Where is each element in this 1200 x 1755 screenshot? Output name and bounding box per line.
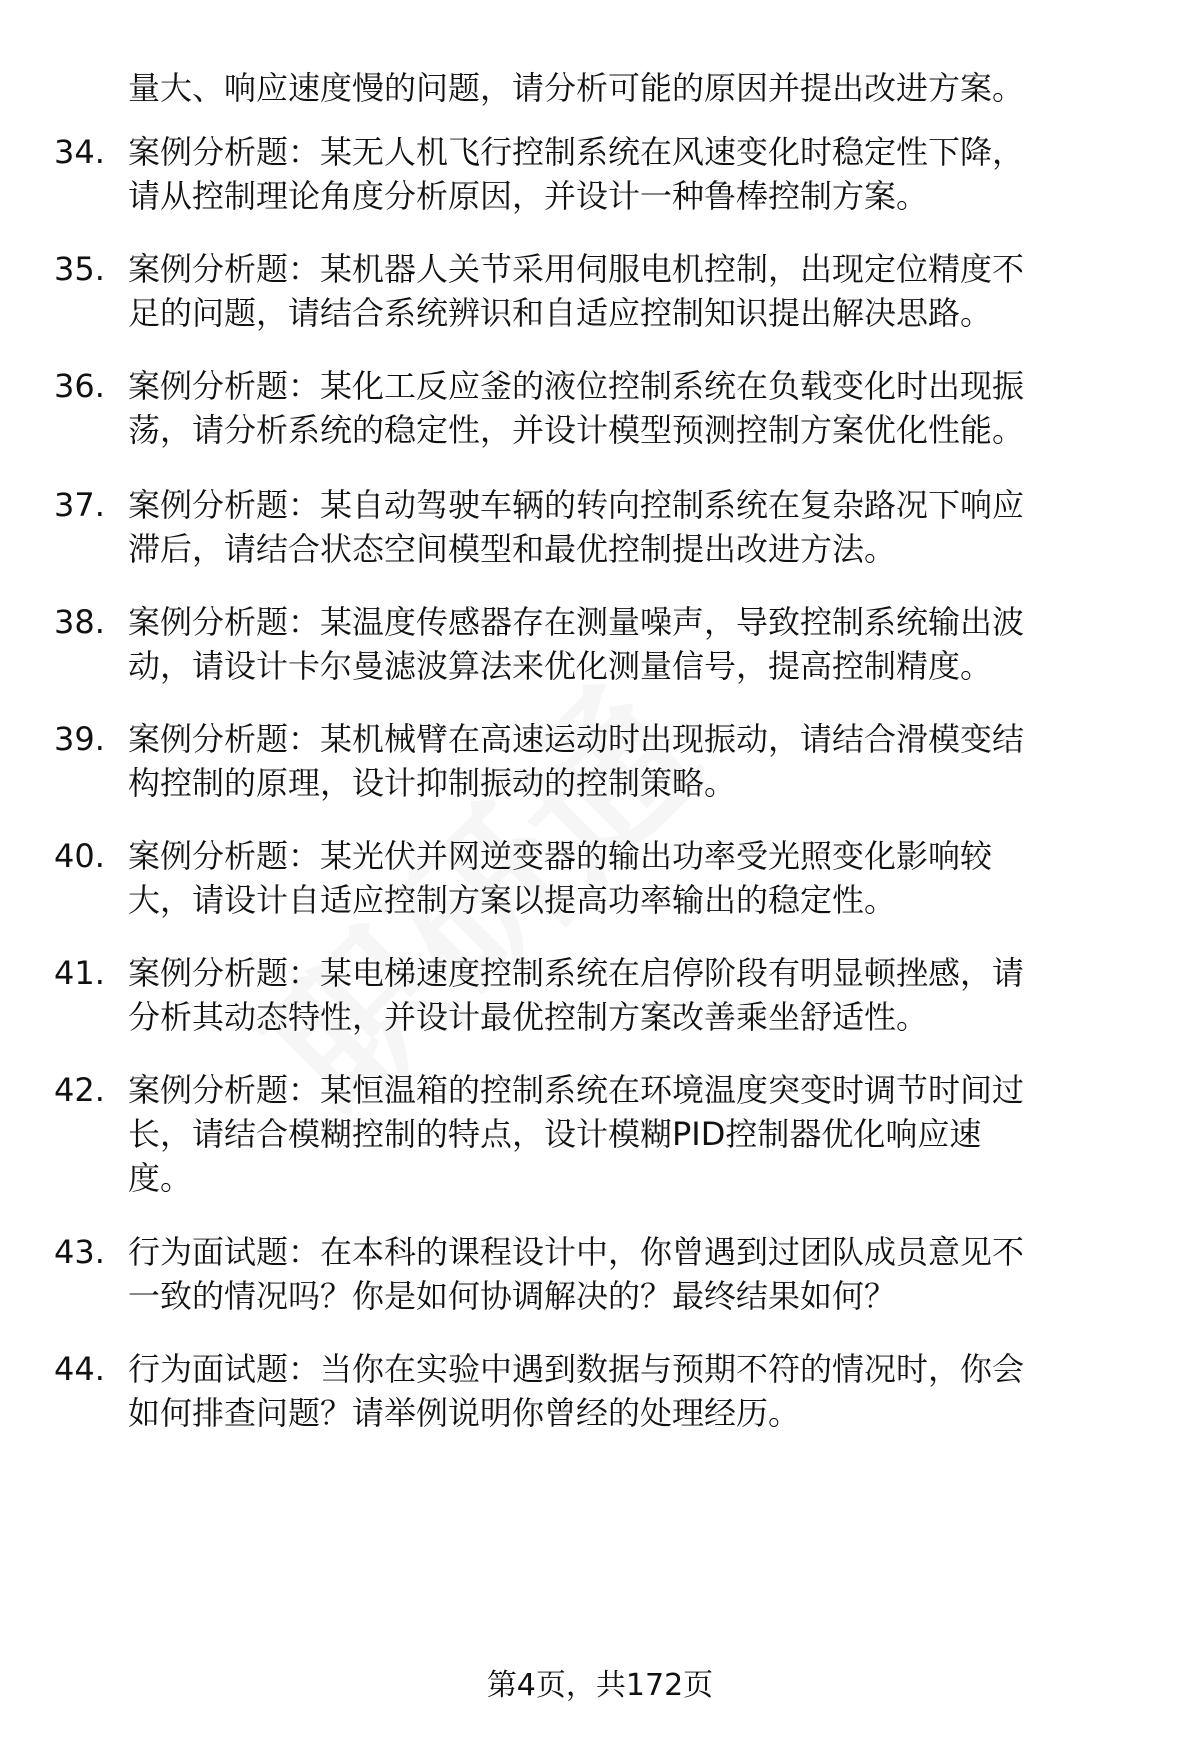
question-text-line: 滞后，请结合状态空间模型和最优控制提出改进方法。 bbox=[128, 530, 897, 568]
question-text-line: 案例分析题：某化工反应釜的液位控制系统在负载变化时出现振 bbox=[128, 367, 1025, 405]
question-number: 36. bbox=[54, 367, 105, 405]
question-text-line: 行为面试题：当你在实验中遇到数据与预期不符的情况时，你会 bbox=[128, 1350, 1025, 1388]
question-text-line: 案例分析题：某机械臂在高速运动时出现振动，请结合滑模变结 bbox=[128, 720, 1025, 758]
question-text-line: 案例分析题：某温度传感器存在测量噪声，导致控制系统输出波 bbox=[128, 603, 1025, 641]
question-text-line: 请从控制理论角度分析原因，并设计一种鲁棒控制方案。 bbox=[128, 177, 929, 215]
continuation-line: 量大、响应速度慢的问题，请分析可能的原因并提出改进方案。 bbox=[128, 69, 1025, 107]
question-text-line: 荡，请分析系统的稳定性，并设计模型预测控制方案优化性能。 bbox=[128, 411, 1025, 449]
question-text-line: 案例分析题：某机器人关节采用伺服电机控制，出现定位精度不 bbox=[128, 250, 1025, 288]
question-text-line: 构控制的原理，设计抑制振动的控制策略。 bbox=[128, 764, 737, 802]
question-text-line: 案例分析题：某电梯速度控制系统在启停阶段有明显顿挫感，请 bbox=[128, 954, 1025, 992]
question-text-line: 案例分析题：某自动驾驶车辆的转向控制系统在复杂路况下响应 bbox=[128, 486, 1025, 524]
question-text-line: 案例分析题：某恒温箱的控制系统在环境温度突变时调节时间过 bbox=[128, 1071, 1025, 1109]
question-number: 40. bbox=[54, 837, 105, 875]
question-text-line: 度。 bbox=[128, 1159, 193, 1197]
question-number: 41. bbox=[54, 954, 105, 992]
question-text-line: 行为面试题：在本科的课程设计中，你曾遇到过团队成员意见不 bbox=[128, 1233, 1025, 1271]
question-number: 44. bbox=[54, 1350, 105, 1388]
question-text-line: 大，请设计自适应控制方案以提高功率输出的稳定性。 bbox=[128, 881, 897, 919]
question-number: 42. bbox=[54, 1071, 105, 1109]
page-number-footer: 第4页，共172页 bbox=[486, 1668, 714, 1703]
question-number: 43. bbox=[54, 1233, 105, 1271]
question-text-line: 案例分析题：某无人机飞行控制系统在风速变化时稳定性下降， bbox=[128, 133, 1025, 171]
question-number: 35. bbox=[54, 250, 105, 288]
question-text-line: 分析其动态特性，并设计最优控制方案改善乘坐舒适性。 bbox=[128, 998, 929, 1036]
question-number: 39. bbox=[54, 720, 105, 758]
question-number: 37. bbox=[54, 486, 105, 524]
question-text-line: 长，请结合模糊控制的特点，设计模糊PID控制器优化响应速 bbox=[128, 1115, 982, 1153]
question-number: 34. bbox=[54, 133, 105, 171]
question-text-line: 足的问题，请结合系统辨识和自适应控制知识提出解决思路。 bbox=[128, 294, 993, 332]
question-text-line: 如何排查问题？请举例说明你曾经的处理经历。 bbox=[128, 1394, 801, 1432]
question-number: 38. bbox=[54, 603, 105, 641]
question-text-line: 案例分析题：某光伏并网逆变器的输出功率受光照变化影响较 bbox=[128, 837, 993, 875]
question-text-line: 一致的情况吗？你是如何协调解决的？最终结果如何？ bbox=[128, 1277, 897, 1315]
question-text-line: 动，请设计卡尔曼滤波算法来优化测量信号，提高控制精度。 bbox=[128, 647, 993, 685]
